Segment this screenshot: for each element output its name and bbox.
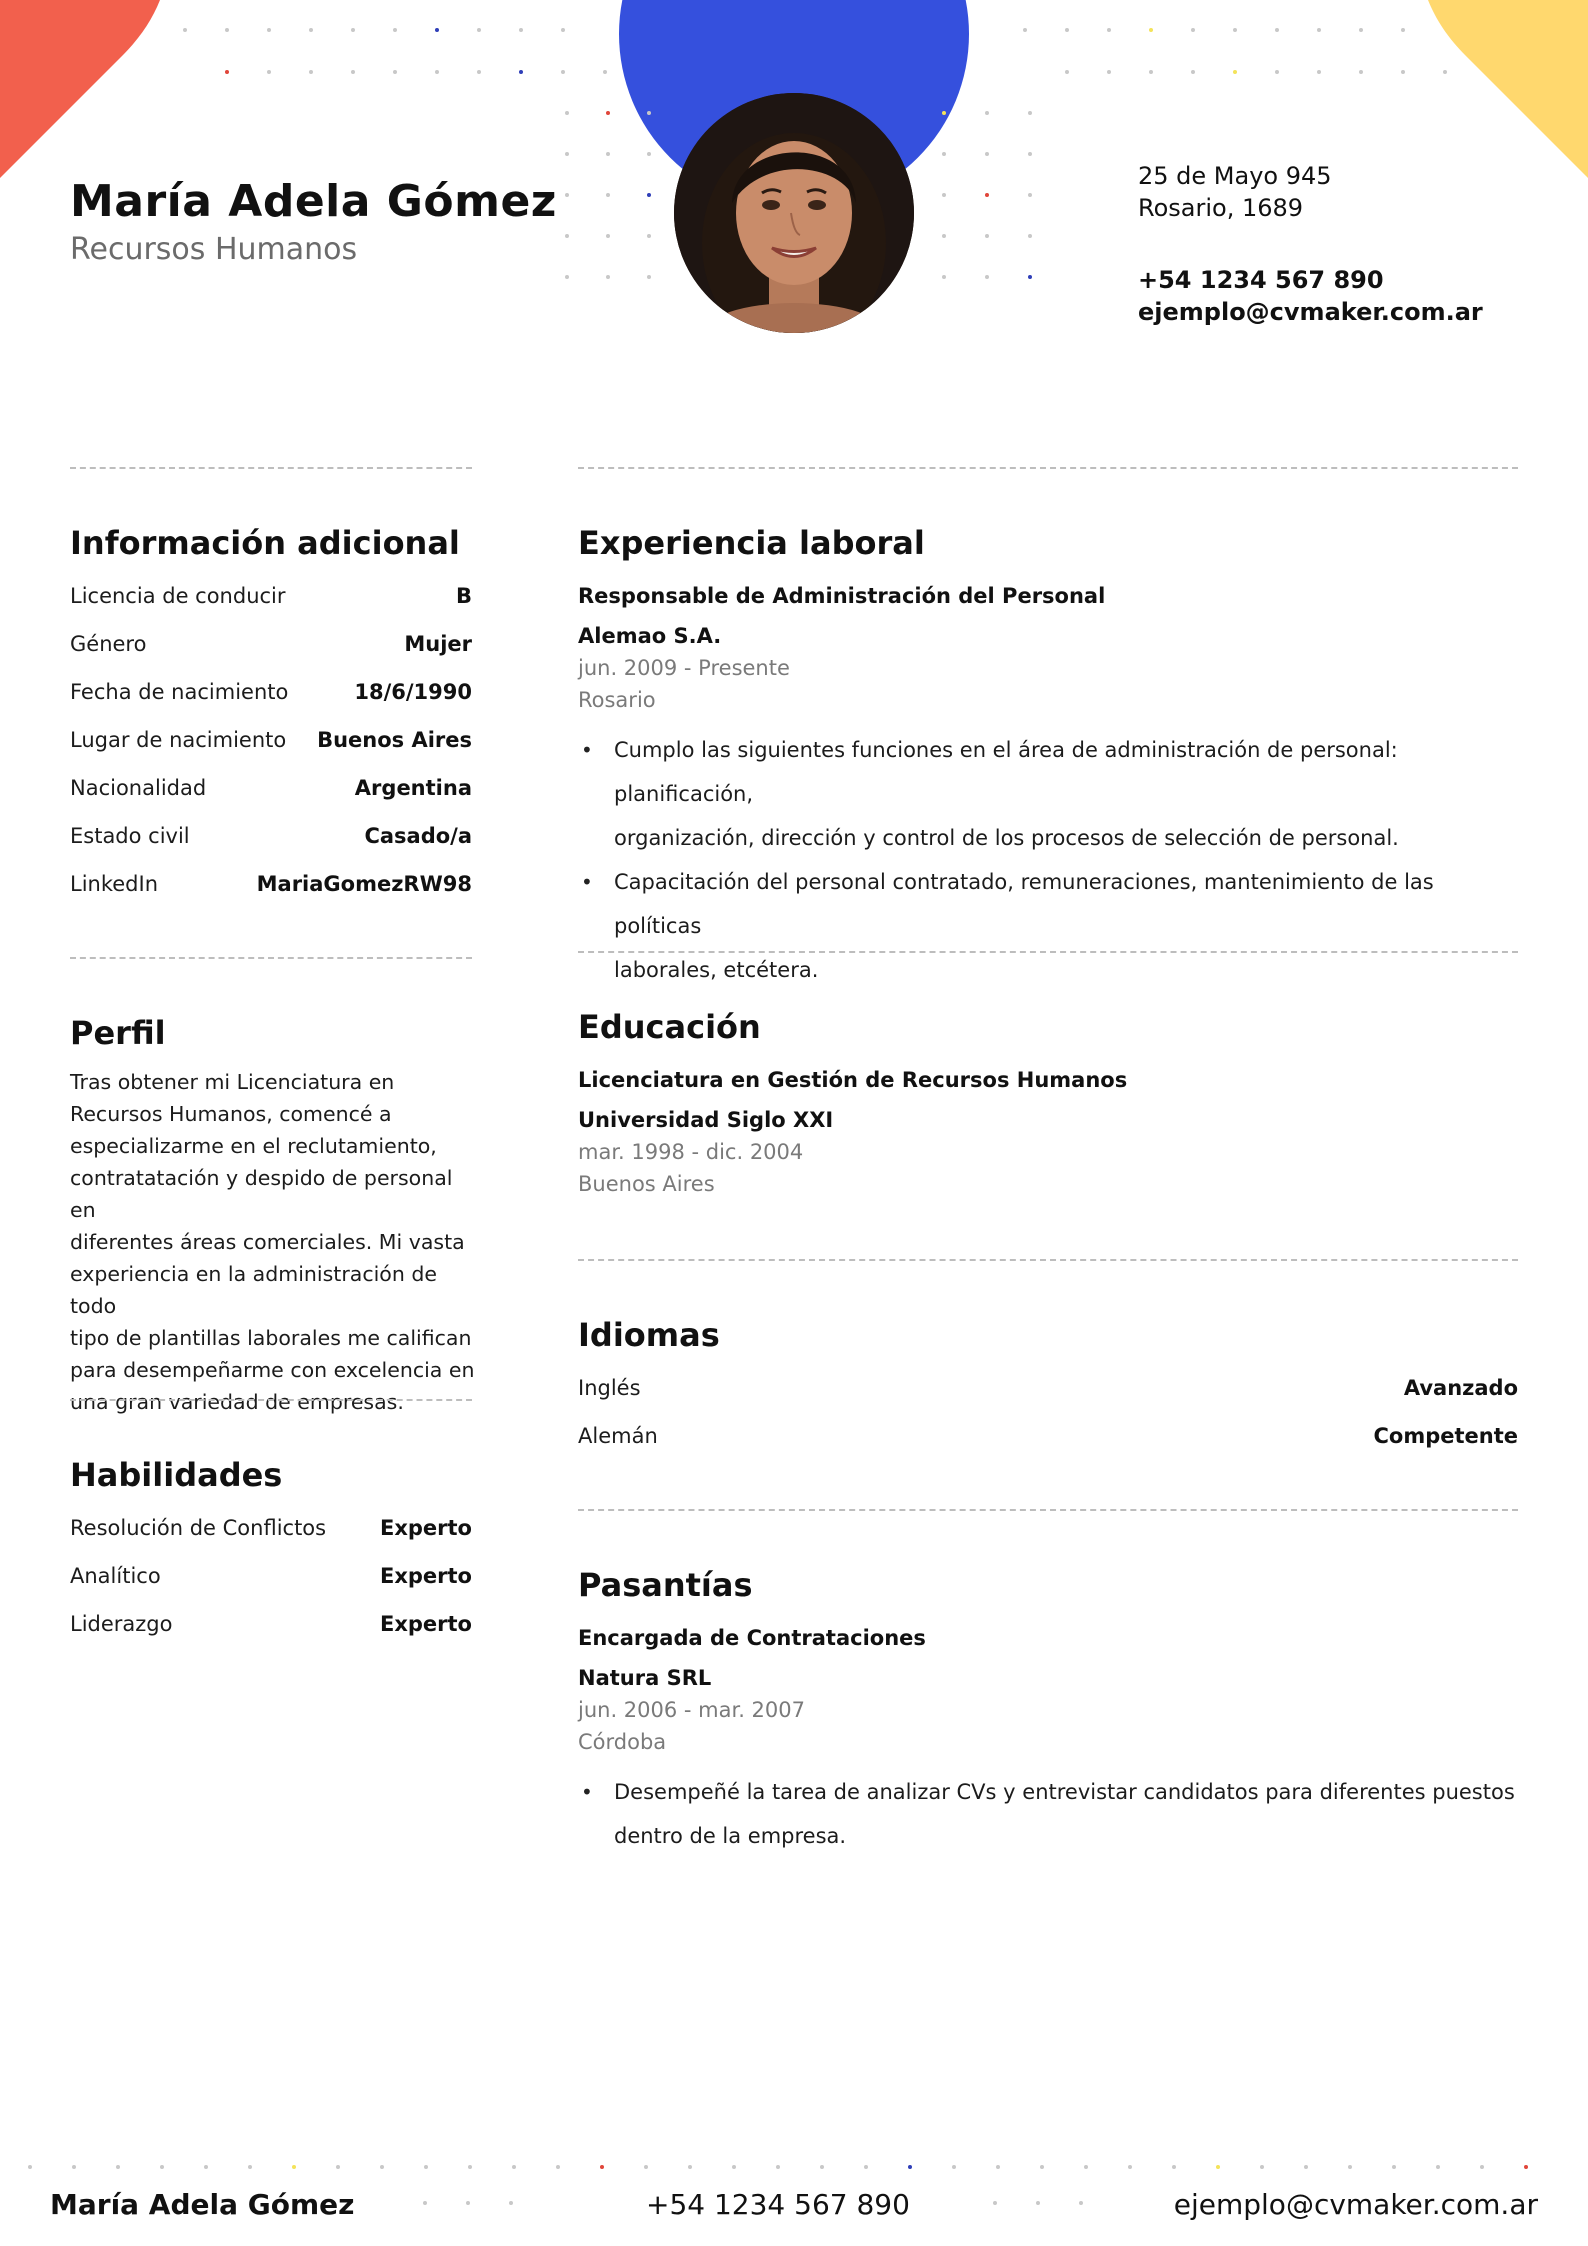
bullet-line: laborales, etcétera. (614, 958, 819, 982)
skill-label: Liderazgo (70, 1612, 173, 1636)
info-label: Licencia de conducir (70, 584, 286, 608)
decor-dot (336, 2165, 340, 2169)
decor-dot (1079, 2201, 1083, 2205)
divider (578, 1509, 1518, 1511)
decor-dot (1304, 2165, 1308, 2169)
info-row (70, 824, 472, 848)
experience-dates: jun. 2009 - Presente (578, 656, 790, 680)
candidate-name: María Adela Gómez (70, 176, 557, 227)
decor-dot (942, 275, 946, 279)
decor-dot (561, 28, 565, 32)
decor-dot (204, 2165, 208, 2169)
decor-dot (1191, 28, 1195, 32)
decor-dot (1028, 111, 1032, 115)
education-institution: Universidad Siglo XXI (578, 1108, 834, 1132)
decor-dot (985, 111, 989, 115)
decor-dot (1172, 2165, 1176, 2169)
decor-dot (565, 193, 569, 197)
decor-dot (435, 70, 439, 74)
decor-dot (985, 152, 989, 156)
decor-dot (603, 70, 607, 74)
decor-dot (116, 2165, 120, 2169)
info-value: 18/6/1990 (354, 680, 472, 704)
decor-dot (688, 2165, 692, 2169)
decor-dot (985, 193, 989, 197)
decor-dot (393, 70, 397, 74)
bullet-item (578, 860, 1518, 992)
education-title: Educación (578, 1008, 761, 1046)
skill-row (70, 1564, 472, 1588)
decor-dot (565, 234, 569, 238)
internship-company: Natura SRL (578, 1666, 712, 1690)
decor-dot (565, 111, 569, 115)
decor-dot (1275, 28, 1279, 32)
info-value: Buenos Aires (317, 728, 472, 752)
education-location: Buenos Aires (578, 1172, 715, 1196)
info-row (70, 728, 472, 752)
experience-company: Alemao S.A. (578, 624, 722, 648)
info-row (70, 680, 472, 704)
bullet-line: • Capacitación del personal contratado, remuneraciones, mantenimiento de las políticas (614, 870, 1434, 938)
decor-dot (776, 2165, 780, 2169)
decor-dot (309, 70, 313, 74)
decor-dot (477, 70, 481, 74)
decor-dot (565, 275, 569, 279)
info-row (70, 776, 472, 800)
decor-dot (1480, 2165, 1484, 2169)
bullet-line: dentro de la empresa. (614, 1824, 847, 1848)
profile-line: diferentes áreas comerciales. Mi vasta (70, 1230, 465, 1254)
decor-dot (1028, 275, 1032, 279)
internship-position: Encargada de Contrataciones (578, 1626, 926, 1650)
decor-dot (942, 234, 946, 238)
language-label: Alemán (578, 1424, 658, 1448)
info-value: B (455, 584, 472, 608)
experience-position: Responsable de Administración del Personal (578, 584, 1106, 608)
profile-line: experiencia en la administración de todo (70, 1262, 437, 1318)
decor-dot (477, 28, 481, 32)
decor-dot (985, 275, 989, 279)
decor-dot (1128, 2165, 1132, 2169)
info-label: Género (70, 632, 147, 656)
profile-line: una gran variedad de empresas. (70, 1390, 404, 1414)
decor-dot (952, 2165, 956, 2169)
profile-title: Perfil (70, 1014, 166, 1052)
decor-dot (1149, 28, 1153, 32)
decor-dot (1023, 28, 1027, 32)
decor-dot (435, 28, 439, 32)
decor-dot (393, 28, 397, 32)
decor-dot (509, 2201, 513, 2205)
decor-dot (1036, 2201, 1040, 2205)
languages-title: Idiomas (578, 1316, 720, 1354)
candidate-role: Recursos Humanos (70, 232, 358, 267)
experience-title: Experiencia laboral (578, 524, 925, 562)
decor-dot (644, 2165, 648, 2169)
divider (578, 951, 1518, 953)
decor-dot (519, 70, 523, 74)
phone-number[interactable]: +54 1234 567 890 (1138, 266, 1384, 294)
skill-row (70, 1612, 472, 1636)
decor-dot (1028, 193, 1032, 197)
decor-dot (351, 28, 355, 32)
language-level: Competente (1373, 1424, 1518, 1448)
internship-location: Córdoba (578, 1730, 667, 1754)
decor-dot (267, 28, 271, 32)
info-label: Nacionalidad (70, 776, 207, 800)
decor-dot (466, 2201, 470, 2205)
decor-dot (1401, 28, 1405, 32)
decor-dot (292, 2165, 296, 2169)
decor-dot (606, 234, 610, 238)
decor-dot (985, 234, 989, 238)
info-label: LinkedIn (70, 872, 159, 896)
decor-dot (183, 28, 187, 32)
decor-dot (1317, 70, 1321, 74)
decor-dot (1107, 28, 1111, 32)
decor-dot (309, 28, 313, 32)
decor-dot (1216, 2165, 1220, 2169)
footer-email[interactable]: ejemplo@cvmaker.com.ar (1173, 2188, 1538, 2221)
profile-line: Tras obtener mi Licenciatura en (70, 1070, 395, 1094)
coral-corner-shape (0, 0, 170, 185)
skill-level: Experto (380, 1516, 472, 1540)
decor-dot (267, 70, 271, 74)
education-degree: Licenciatura en Gestión de Recursos Humanos (578, 1068, 1128, 1092)
bullet-item (578, 1770, 1518, 1858)
decor-dot (225, 70, 229, 74)
decor-dot (1233, 70, 1237, 74)
decor-dot (600, 2165, 604, 2169)
experience-location: Rosario (578, 688, 656, 712)
decor-dot (606, 275, 610, 279)
decor-dot (1392, 2165, 1396, 2169)
bullet-line: organización, dirección y control de los procesos de selección de personal. (614, 826, 1399, 850)
internships-title: Pasantías (578, 1566, 753, 1604)
bullet-line: • Desempeñé la tarea de analizar CVs y entrevistar candidatos para diferentes puestos (614, 1780, 1515, 1804)
decor-dot (864, 2165, 868, 2169)
info-row (70, 584, 472, 608)
profile-line: contratatación y despido de personal en (70, 1166, 453, 1222)
decor-dot (519, 28, 523, 32)
profile-line: para desempeñarme con excelencia en (70, 1358, 475, 1382)
decor-dot (1065, 70, 1069, 74)
skills-title: Habilidades (70, 1456, 283, 1494)
yellow-corner-shape (1418, 0, 1588, 185)
info-label: Fecha de nacimiento (70, 680, 289, 704)
footer-phone[interactable]: +54 1234 567 890 (646, 2188, 910, 2221)
decor-dot (1107, 70, 1111, 74)
decor-dot (606, 111, 610, 115)
decor-dot (1275, 70, 1279, 74)
profile-text (70, 1066, 480, 1418)
decor-dot (1260, 2165, 1264, 2169)
decor-dot (1359, 70, 1363, 74)
info-label: Estado civil (70, 824, 190, 848)
decor-dot (606, 152, 610, 156)
decor-dot (1191, 70, 1195, 74)
language-row (578, 1424, 1518, 1448)
internship-bullets (578, 1770, 1518, 1858)
decor-dot (1028, 234, 1032, 238)
info-row (70, 872, 472, 896)
decor-dot (423, 2201, 427, 2205)
profile-line: Recursos Humanos, comencé a (70, 1102, 392, 1126)
decor-dot (225, 28, 229, 32)
linkedin-value[interactable]: MariaGomezRW98 (256, 872, 472, 896)
decor-dot (1436, 2165, 1440, 2169)
address-line-1: 25 de Mayo 945 (1138, 162, 1332, 190)
info-row (70, 632, 472, 656)
decor-dot (380, 2165, 384, 2169)
decor-dot (1028, 152, 1032, 156)
divider (70, 467, 472, 469)
additional-info-title: Información adicional (70, 524, 460, 562)
profile-line: especializarme en el reclutamiento, (70, 1134, 437, 1158)
info-value: Mujer (404, 632, 472, 656)
decor-dot (996, 2165, 1000, 2169)
decor-dot (1348, 2165, 1352, 2169)
decor-dot (351, 70, 355, 74)
bullet-item (578, 728, 1518, 860)
decor-dot (512, 2165, 516, 2169)
decor-dot (1065, 28, 1069, 32)
education-dates: mar. 1998 - dic. 2004 (578, 1140, 804, 1164)
decor-dot (561, 70, 565, 74)
decor-dot (72, 2165, 76, 2169)
decor-dot (1233, 28, 1237, 32)
language-level: Avanzado (1403, 1376, 1518, 1400)
decor-dot (160, 2165, 164, 2169)
info-value: Argentina (354, 776, 472, 800)
divider (578, 467, 1518, 469)
decor-dot (1359, 28, 1363, 32)
bullet-line: • Cumplo las siguientes funciones en el área de administración de personal: planificación, (614, 738, 1398, 806)
skill-level: Experto (380, 1564, 472, 1588)
decor-dot (556, 2165, 560, 2169)
decor-dot (1524, 2165, 1528, 2169)
profile-line: tipo de plantillas laborales me califican (70, 1326, 472, 1350)
decor-dot (1149, 70, 1153, 74)
decor-dot (908, 2165, 912, 2169)
decor-dot (647, 275, 651, 279)
info-label: Lugar de nacimiento (70, 728, 287, 752)
divider (70, 957, 472, 959)
skill-level: Experto (380, 1612, 472, 1636)
decor-dot (606, 193, 610, 197)
language-row (578, 1376, 1518, 1400)
decor-dot (1040, 2165, 1044, 2169)
decor-dot (468, 2165, 472, 2169)
decor-dot (1401, 70, 1405, 74)
email-address[interactable]: ejemplo@cvmaker.com.ar (1138, 298, 1483, 326)
internship-dates: jun. 2006 - mar. 2007 (578, 1698, 806, 1722)
decor-dot (647, 234, 651, 238)
decor-dot (565, 152, 569, 156)
divider (70, 1399, 472, 1401)
decor-dot (993, 2201, 997, 2205)
decor-dot (28, 2165, 32, 2169)
divider (578, 1259, 1518, 1261)
decor-dot (732, 2165, 736, 2169)
skill-label: Resolución de Conflictos (70, 1516, 327, 1540)
footer-name: María Adela Gómez (50, 2188, 355, 2221)
skill-row (70, 1516, 472, 1540)
decor-dot (1317, 28, 1321, 32)
profile-photo (674, 93, 914, 333)
language-label: Inglés (578, 1376, 641, 1400)
address-line-2: Rosario, 1689 (1138, 194, 1304, 222)
contact-block (1138, 160, 1483, 328)
skill-label: Analítico (70, 1564, 161, 1588)
info-value: Casado/a (364, 824, 472, 848)
decor-dot (424, 2165, 428, 2169)
decor-dot (248, 2165, 252, 2169)
decor-dot (820, 2165, 824, 2169)
decor-dot (1084, 2165, 1088, 2169)
